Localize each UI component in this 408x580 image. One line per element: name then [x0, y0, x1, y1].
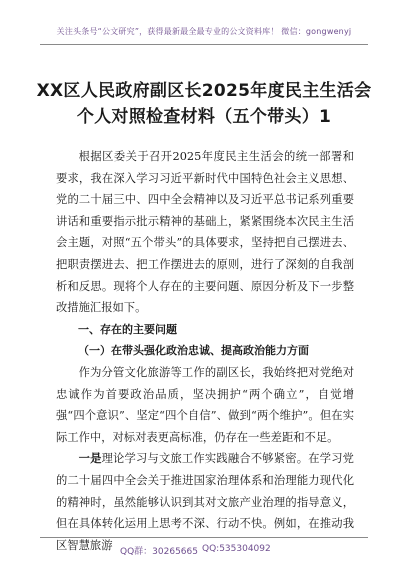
section-heading: 一、存在的主要问题	[78, 322, 177, 336]
body-paragraph-1: 作为分管文化旅游等工作的副区长，我始终把对党绝对忠诚作为首要政治品质，坚决拥护“两个确立”，自觉增强“四个意识”、坚定“四个自信”、做到“两个维护”。但在实际工作中，对标对表更高标准，仍存在一些差距和不足。	[56, 365, 354, 444]
subsection-heading: （一）在带头强化政治忠诚、提高政治能力方面	[78, 344, 309, 358]
footer-qq: QQ:535304092	[202, 544, 271, 554]
document-title: XX区人民政府副区长2025年度民主生活会个人对照检查材料（五个带头）1	[36, 81, 372, 127]
intro-paragraph: 根据区委关于召开2025年度民主生活会的统一部署和要求，我在深入学习习近平新时代中国特色社会主义思想、党的二十届三中、四中全会精神以及习近平总书记系列重要讲话和重要指示批示精神的基础上，紧紧围绕本次民主生活会主题，对照“五个带头”的具体要求，坚持把自己摆进去、把职责摆进去、把工作摆进去的原则，进行了深刻的自我剖析和反思。现将个人存在的主要问题、原因分析及下一步整改措施汇报如下。	[56, 150, 354, 315]
paragraph-lead: 一是	[78, 451, 102, 466]
document-body	[56, 146, 354, 556]
page-header	[40, 0, 368, 45]
paragraph-text: 理论学习与文旅工作实践融合不够紧密。在学习党的二十届四中全会关于推进国家治理体系和治理能力现代化的精神时，虽然能够认识到其对文旅产业治理的指导意义，但在具体转化运用上思考不深、行动不快。例如，在推动我区智慧旅游	[56, 452, 354, 552]
footer-qq-group: QQ群：30265665	[120, 547, 198, 557]
header-promo-text: 关注头条号“公文研究”，获得最新最全最专业的公文资料库！ 微信：gongwenyj	[56, 27, 352, 36]
page-footer	[40, 537, 368, 558]
